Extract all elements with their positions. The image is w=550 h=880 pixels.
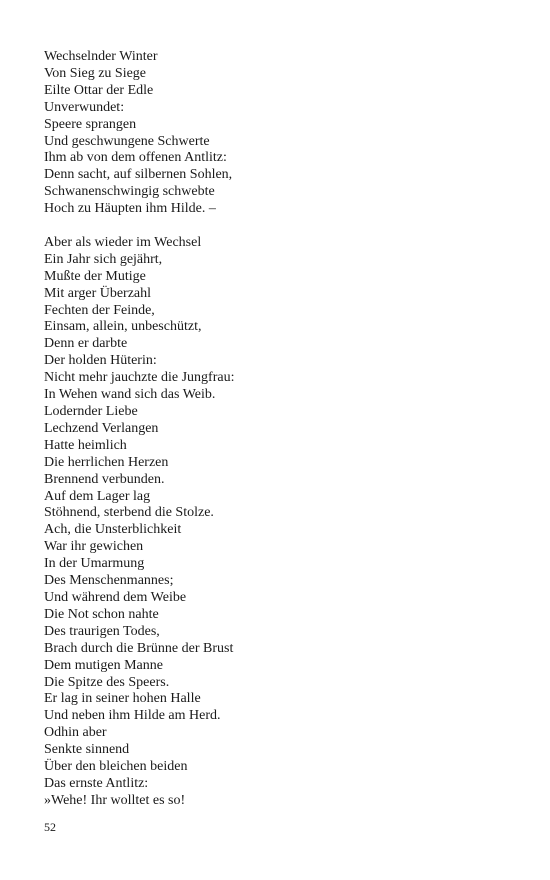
verse-line: Lechzend Verlangen [44,420,159,436]
stanza-1 [44,49,514,218]
verse-line: Des Menschenmannes; [44,573,174,589]
poem-body [44,49,514,810]
verse-line: Aber als wieder im Wechsel [44,234,202,250]
verse-line: Schwanenschwingig schwebte [44,184,215,200]
verse-line: Einsam, allein, unbeschützt, [44,319,202,335]
verse-line: Das ernste Antlitz: [44,775,149,791]
verse-line: Von Sieg zu Siege [44,65,147,81]
verse-line: »Wehe! Ihr wolltet es so! [44,792,186,808]
verse-line: Unverwundet: [44,99,125,115]
verse-line: Eilte Ottar der Edle [44,82,154,98]
verse-line: Senkte sinnend [44,742,130,758]
verse-line: War ihr gewichen [44,539,144,555]
verse-line: Odhin aber [44,725,107,741]
verse-line: In Wehen wand sich das Weib. [44,387,216,403]
verse-line: Mußte der Mutige [44,268,146,284]
verse-line: Brennend verbunden. [44,471,165,487]
verse-line: Ein Jahr sich gejährt, [44,251,163,267]
verse-line: Der holden Hüterin: [44,353,157,369]
verse-line: Und neben ihm Hilde am Herd. [44,708,221,724]
verse-line: Die Spitze des Speers. [44,674,170,690]
verse-line: Stöhnend, sterbend die Stolze. [44,505,214,521]
verse-line: Brach durch die Brünne der Brust [44,640,234,656]
verse-line: Er lag in seiner hohen Halle [44,691,201,707]
verse-line: Die herrlichen Herzen [44,454,169,470]
verse-line: Und geschwungene Schwerte [44,133,210,149]
verse-line: Mit arger Überzahl [44,285,152,301]
verse-line: Wechselnder Winter [44,49,158,64]
verse-line: Über den bleichen beiden [44,759,188,775]
verse-line: Dem mutigen Manne [44,657,163,673]
verse-line: Hoch zu Häupten ihm Hilde. – [44,201,216,217]
verse-line: In der Umarmung [44,556,145,572]
verse-line: Ihm ab von dem offenen Antlitz: [44,150,227,166]
verse-line: Denn sacht, auf silbernen Sohlen, [44,167,233,183]
verse-line: Nicht mehr jauchzte die Jungfrau: [44,370,235,386]
page-number: 52 [44,820,56,834]
verse-line: Des traurigen Todes, [44,623,160,639]
verse-line: Lodernder Liebe [44,404,138,420]
verse-line: Und während dem Weibe [44,589,187,605]
verse-line: Ach, die Unsterblichkeit [44,522,182,538]
verse-line: Denn er darbte [44,336,128,352]
verse-line: Auf dem Lager lag [44,488,151,504]
stanza-2 [44,235,514,810]
verse-line: Fechten der Feinde, [44,302,155,318]
verse-line: Speere sprangen [44,116,137,132]
verse-line: Die Not schon nahte [44,606,159,622]
verse-line: Hatte heimlich [44,437,127,453]
